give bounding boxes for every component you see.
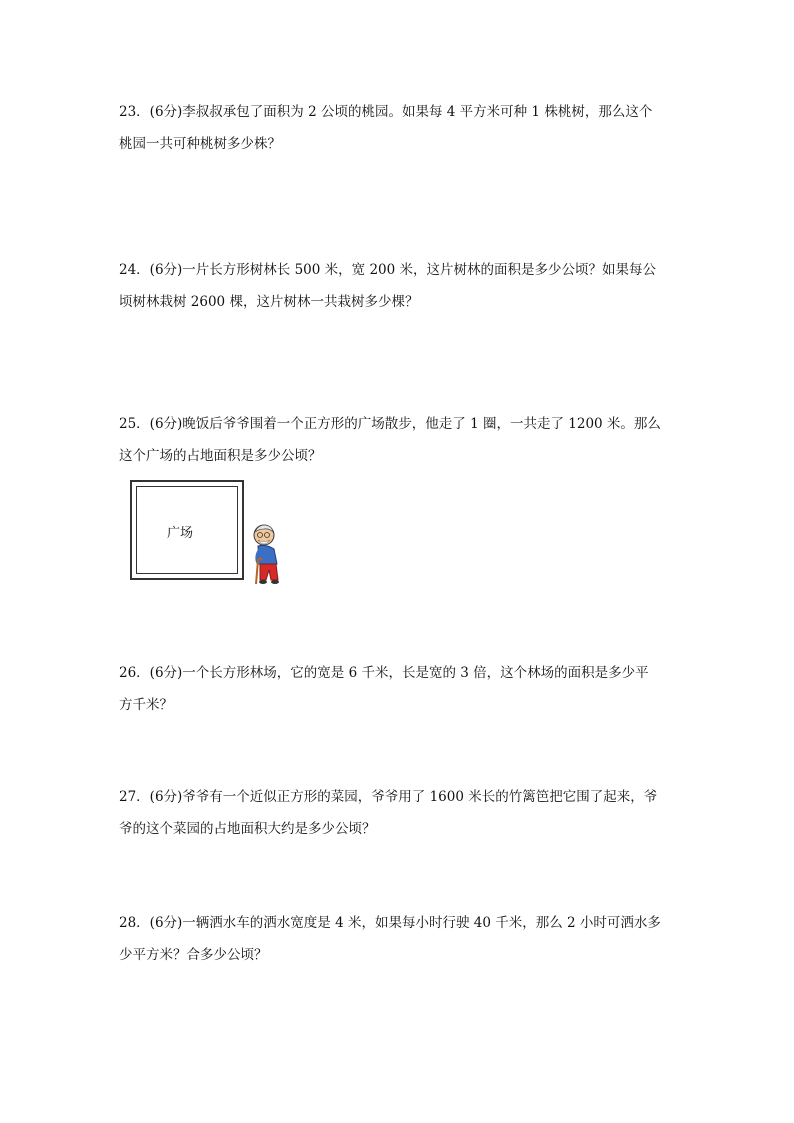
question-25 — [119, 408, 679, 472]
square-plaza-label: 广场 — [166, 526, 193, 541]
question-text-line: 23．(6分)李叔叔承包了面积为 2 公顷的桃园。如果每 4 平方米可种 1 株桃树，那么这个 — [119, 104, 653, 120]
question-23 — [119, 96, 679, 160]
question-text-line: 爷的这个菜园的占地面积大约是多少公顷？ — [119, 821, 376, 837]
question-text-line: 26．(6分)一个长方形林场，它的宽是 6 千米，长是宽的 3 倍，这个林场的面积是多少平 — [119, 665, 649, 681]
question-text-line: 28．(6分)一辆洒水车的洒水宽度是 4 米，如果每小时行驶 40 千米，那么 2 小时可洒水多 — [119, 915, 661, 931]
square-plaza-figure — [130, 480, 244, 580]
question-text-line: 这个广场的占地面积是多少公顷？ — [119, 448, 322, 464]
question-text-line: 24．(6分)一片长方形树林长 500 米，宽 200 米，这片树林的面积是多少公顷？如果每公 — [119, 262, 656, 278]
question-text-line: 方千米？ — [119, 697, 173, 713]
question-26 — [119, 657, 679, 721]
question-27 — [119, 781, 679, 845]
question-text-line: 27．(6分)爷爷有一个近似正方形的菜园，爷爷用了 1600 米长的竹篱笆把它围了起来，爷 — [119, 789, 658, 805]
question-text-line: 桃园一共可种桃树多少株？ — [119, 136, 281, 152]
question-text-line: 少平方米？合多少公顷？ — [119, 947, 268, 963]
question-text-line: 25．(6分)晚饭后爷爷围着一个正方形的广场散步，他走了 1 圈，一共走了 1200 米。那么 — [119, 416, 661, 432]
grandpa-walking-with-cane-icon — [248, 522, 288, 586]
question-24 — [119, 254, 679, 318]
question-28 — [119, 907, 679, 971]
question-text-line: 顷树林栽树 2600 棵，这片树林一共栽树多少棵？ — [119, 294, 419, 310]
